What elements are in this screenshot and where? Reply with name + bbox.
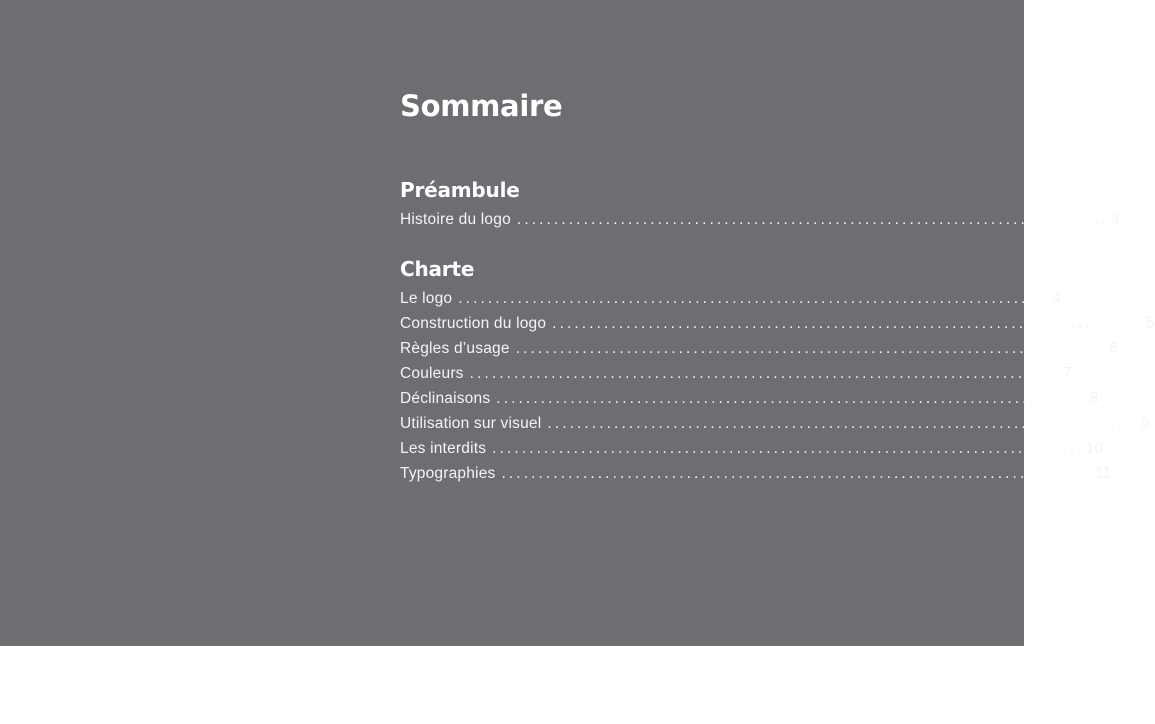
table-of-contents [400,86,1155,486]
dot-leader: ................................................................................ [501,465,1094,482]
toc-entry-label: Construction du logo [400,315,547,332]
toc-entry[interactable] [400,207,1120,232]
toc-entry-label: Règles d’usage [400,340,510,357]
dot-leader: ................................................................................ [492,440,1085,457]
toc-entry[interactable] [400,386,1099,411]
toc-entry-label: Typographies [400,465,496,482]
toc-entry-label: Histoire du logo [400,211,511,228]
toc-entry-label: Utilisation sur visuel [400,415,542,432]
page-title: Sommaire [400,89,563,123]
toc-entry-label: Les interdits [400,440,487,457]
toc-entry-page: 4 [1051,290,1061,307]
toc-entry-page: 10 [1085,440,1104,457]
section-heading: Préambule [400,178,520,202]
toc-entry-label: Déclinaisons [400,390,491,407]
section-heading: Charte [400,257,475,281]
toc-entry[interactable] [400,286,1061,311]
toc-entry-page: 6 [1109,340,1118,357]
toc-entry[interactable] [400,411,1150,436]
dot-leader: ................................................................................ [515,340,1109,357]
toc-section-charte [400,256,1155,486]
page-margin-band [0,646,1024,724]
toc-section-preambule [400,177,1120,232]
toc-entry[interactable] [400,361,1072,386]
dot-leader: ................................................................................ [516,211,1110,228]
toc-entry[interactable] [400,436,1104,461]
toc-entry-label: Couleurs [400,365,464,382]
toc-entry-page: 9 [1140,415,1150,432]
dot-leader: ................................................................................ [552,315,1145,332]
dot-leader: ................................................................................ [496,390,1089,407]
toc-entry-page: 7 [1063,365,1072,382]
toc-entry-label: Le logo [400,290,453,307]
toc-entry-page: 3 [1110,211,1120,228]
toc-entry-page: 8 [1089,390,1099,407]
dot-leader: ................................................................................ [547,415,1140,432]
toc-entry[interactable] [400,311,1155,336]
dot-leader: ................................................................................ [469,365,1063,382]
dot-leader: ................................................................................ [458,290,1051,307]
toc-entry-page: 11 [1094,465,1112,482]
toc-entry[interactable] [400,336,1118,361]
toc-entry[interactable] [400,461,1112,486]
toc-entry-page: 5 [1145,315,1155,332]
